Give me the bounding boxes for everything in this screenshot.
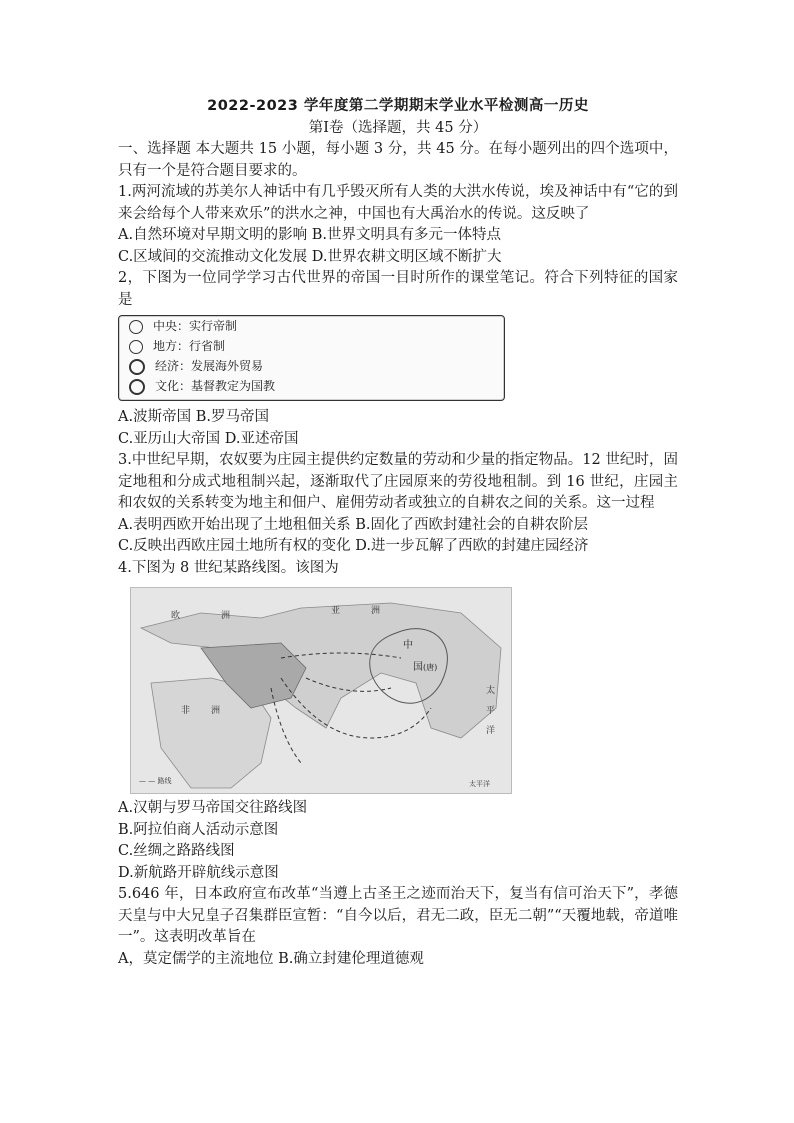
map-label: 欧 bbox=[171, 611, 181, 621]
question-5-stem: 5.646 年，日本政府宣布改革“当遵上古圣王之迹而治天下，复当有信可治天下”，孝德天皇与中大兄皇子召集群臣宣暂：“自今以后，君无二政，臣无二朝”“天覆地载，帝道唯一”。这表明改革旨在 bbox=[118, 886, 678, 945]
circle-bullet-icon bbox=[129, 379, 145, 395]
question-1-options-cd: C.区域间的交流推动文化发展 D.世界农耕文明区域不断扩大 bbox=[118, 248, 502, 265]
question-3-options-cd: C.反映出西欧庄园土地所有权的变化 D.进一步瓦解了西欧的封建庄园经济 bbox=[118, 538, 589, 554]
question-4-stem: 4.下图为 8 世纪某路线图。该图为 bbox=[118, 559, 339, 576]
map-label: 中 bbox=[403, 640, 413, 651]
question-2-options-ab: A.波斯帝国 B.罗马帝国 bbox=[118, 409, 269, 425]
note-text: 文化：基督教定为国教 bbox=[155, 379, 276, 394]
question-3-options-ab: A.表明西欧开始出现了土地租佃关系 B.固化了西欧封建社会的自耕农阶层 bbox=[118, 516, 588, 533]
map-label: 亚 bbox=[331, 606, 341, 616]
exam-page bbox=[118, 96, 678, 970]
question-4-option-d: D.新航路开辟航线示意图 bbox=[118, 864, 279, 881]
map-label: (唐) bbox=[423, 663, 438, 672]
note-row bbox=[119, 357, 504, 377]
circle-bullet-icon bbox=[129, 320, 143, 334]
map-label: 洋 bbox=[486, 726, 496, 736]
question-4-option-c: C.丝绸之路路线图 bbox=[118, 843, 235, 859]
map-legend: — — 路线 bbox=[139, 777, 172, 785]
map-label: 洲 bbox=[211, 706, 221, 716]
exam-subtitle: 第Ⅰ卷（选择题，共 45 分） bbox=[308, 119, 488, 136]
note-row bbox=[119, 337, 504, 357]
question-4-option-b: B.阿拉伯商人活动示意图 bbox=[118, 821, 279, 838]
question-2-options-cd: C.亚历山大帝国 D.亚述帝国 bbox=[118, 430, 299, 447]
map-label: 太 bbox=[486, 686, 496, 696]
route-map bbox=[130, 587, 512, 794]
question-2-stem: 2，下图为一位同学学习古代世界的帝国一目时所作的课堂笔记。符合下列特征的国家是 bbox=[118, 270, 678, 308]
question-4-option-a: A.汉朝与罗马帝国交往路线图 bbox=[118, 800, 308, 816]
route-map-graphic bbox=[131, 588, 511, 793]
question-1-options-ab: A.自然环境对早期文明的影响 B.世界文明具有多元一体特点 bbox=[118, 227, 501, 243]
note-row bbox=[119, 377, 504, 397]
map-label: 洲 bbox=[221, 611, 231, 621]
section-intro: 一、选择题 本大题共 15 小题，每小题 3 分，共 45 分。在每小题列出的四个选项中，只有一个是符合题目要求的。 bbox=[118, 141, 678, 179]
map-label: 洲 bbox=[371, 606, 381, 616]
note-text: 中央：实行帝制 bbox=[153, 319, 238, 334]
map-label: 太平洋 bbox=[469, 780, 490, 788]
class-notes-box bbox=[118, 315, 505, 401]
map-label: 非 bbox=[181, 706, 191, 716]
circle-bullet-icon bbox=[129, 359, 145, 375]
exam-title: 2022-2023 学年度第二学期期末学业水平检测高一历史 bbox=[207, 98, 589, 114]
question-1-stem: 1.两河流域的苏美尔人神话中有几乎毁灭所有人类的大洪水传说，埃及神话中有“它的到来会给每个人带来欢乐”的洪水之神，中国也有大禹治水的传说。这反映了 bbox=[118, 184, 678, 222]
map-label: 平 bbox=[486, 706, 496, 716]
circle-bullet-icon bbox=[129, 340, 143, 354]
note-row bbox=[119, 317, 504, 337]
note-text: 经济：发展海外贸易 bbox=[155, 359, 264, 374]
map-label: 国 bbox=[413, 662, 423, 673]
question-5-options-ab: A，莫定儒学的主流地位 B.确立封建伦理道德观 bbox=[118, 950, 424, 967]
note-text: 地方：行省制 bbox=[153, 339, 226, 354]
question-3-stem: 3.中世纪早期，农奴要为庄园主提供约定数量的劳动和少量的指定物品。12 世纪时，固定地租和分成式地租制兴起，逐渐取代了庄园原来的劳役地租制。到 16 世纪，庄园主和农奴的关系转变为地主和佃户、雇佣劳动者或独立的自耕农之间的关系。这一过程 bbox=[118, 452, 678, 511]
